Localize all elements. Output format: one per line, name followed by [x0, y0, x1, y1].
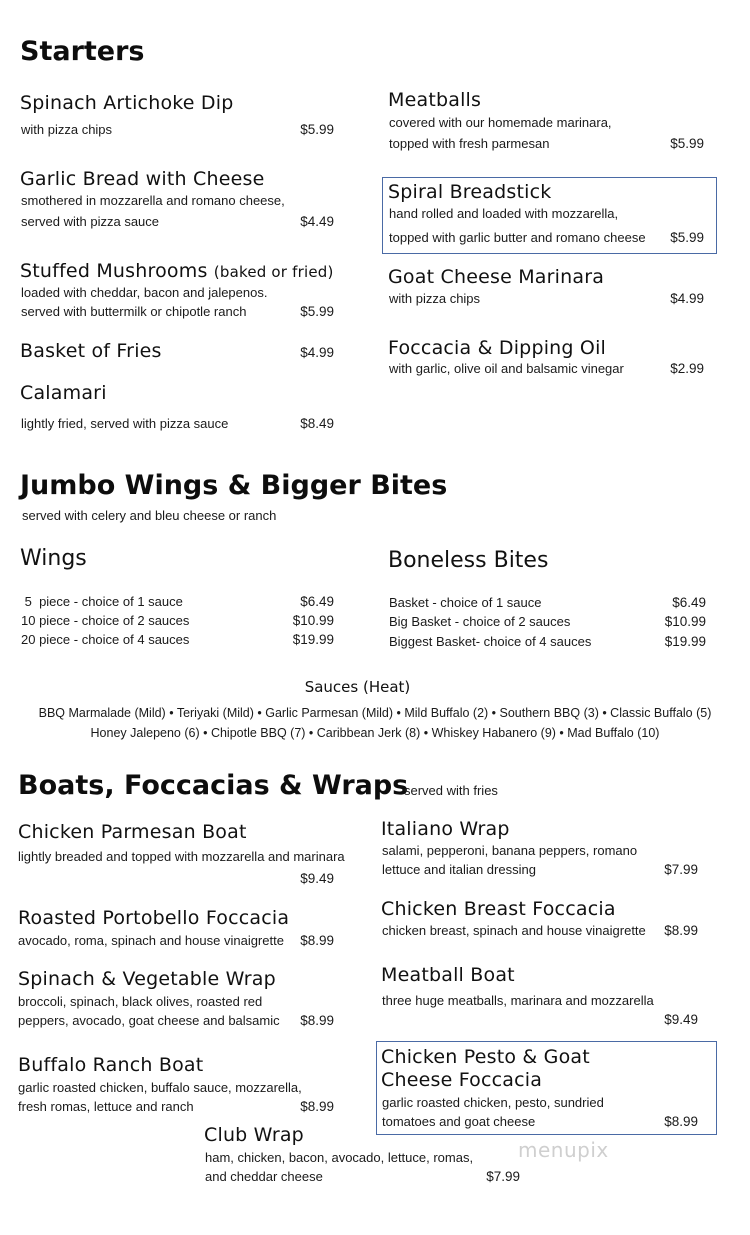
boneless-row-label: Basket - choice of 1 sauce	[389, 595, 542, 610]
item-price-chicken-breast: $8.99	[664, 923, 698, 938]
wings-row-price: $10.99	[292, 613, 334, 628]
item-title-portobello: Roasted Portobello Foccacia	[18, 907, 290, 929]
item-desc-garlic-bread-2: served with pizza sauce	[21, 214, 160, 229]
item-title-italiano: Italiano Wrap	[381, 818, 510, 840]
item-desc-buffalo-boat-1: garlic roasted chicken, buffalo sauce, mozzarella,	[18, 1080, 302, 1095]
item-title-garlic-bread: Garlic Bread with Cheese	[20, 168, 265, 190]
item-desc-foccacia-oil: with garlic, olive oil and balsamic vinegar	[389, 361, 624, 376]
item-title-buffalo-boat: Buffalo Ranch Boat	[18, 1054, 204, 1076]
item-title-chicken-breast: Chicken Breast Foccacia	[381, 898, 616, 920]
boneless-row-label: Big Basket - choice of 2 sauces	[389, 614, 571, 629]
boneless-row-label: Biggest Basket- choice of 4 sauces	[389, 634, 592, 649]
item-price-goat-cheese: $4.99	[670, 291, 704, 306]
item-title-goat-cheese: Goat Cheese Marinara	[388, 266, 605, 288]
item-desc-portobello: avocado, roma, spinach and house vinaigrette	[18, 933, 284, 948]
item-desc-breadstick-1: hand rolled and loaded with mozzarella,	[389, 206, 619, 221]
item-price-chicken-parm: $9.49	[300, 871, 334, 886]
item-price-club: $7.99	[486, 1169, 520, 1184]
subhead-boneless: Boneless Bites	[388, 548, 549, 573]
item-desc-meatballs-1: covered with our homemade marinara,	[389, 115, 612, 130]
item-desc-italiano-2: lettuce and italian dressing	[382, 862, 536, 877]
item-title-club: Club Wrap	[204, 1124, 304, 1146]
wings-row-price: $19.99	[292, 632, 334, 647]
item-title-breadstick: Spiral Breadstick	[388, 181, 552, 203]
item-price-calamari: $8.49	[300, 416, 334, 431]
item-desc-meatball-boat: three huge meatballs, marinara and mozzarella	[382, 993, 654, 1008]
sauces-title: Sauces (Heat)	[304, 678, 411, 696]
item-desc-chicken-breast: chicken breast, spinach and house vinaigrette	[382, 923, 646, 938]
item-price-pesto: $8.99	[664, 1114, 698, 1129]
item-price-breadstick: $5.99	[670, 230, 704, 245]
section-title-wings: Jumbo Wings & Bigger Bites	[20, 470, 448, 501]
item-title-chicken-parm: Chicken Parmesan Boat	[18, 821, 247, 843]
item-desc-club-1: ham, chicken, bacon, avocado, lettuce, romas,	[205, 1150, 474, 1165]
wings-row-label: 5 piece - choice of 1 sauce	[21, 594, 183, 609]
item-title-meatballs: Meatballs	[388, 89, 482, 111]
item-desc-pesto-2: tomatoes and goat cheese	[382, 1114, 536, 1129]
sauces-line-2: Honey Jalepeno (6) • Chipotle BBQ (7) • Caribbean Jerk (8) • Whiskey Habanero (9) • Mad Buffalo (10)	[90, 726, 660, 740]
item-desc-italiano-1: salami, pepperoni, banana peppers, romano	[382, 843, 638, 858]
item-title-meatball-boat: Meatball Boat	[381, 964, 515, 986]
watermark-logo: menupix	[518, 1138, 609, 1162]
item-price-foccacia-oil: $2.99	[670, 361, 704, 376]
item-price-buffalo-boat: $8.99	[300, 1099, 334, 1114]
item-price-garlic-bread: $4.49	[300, 214, 334, 229]
wings-row-label: 20 piece - choice of 4 sauces	[21, 632, 190, 647]
section-title-starters: Starters	[20, 36, 145, 67]
section-title-boats: Boats, Foccacias & Wraps	[18, 770, 409, 801]
item-price-spinach-dip: $5.99	[300, 122, 334, 137]
item-price-spinach-wrap: $8.99	[300, 1013, 334, 1028]
boneless-row-price: $10.99	[664, 614, 706, 629]
item-desc-garlic-bread-1: smothered in mozzarella and romano cheese,	[21, 193, 285, 208]
subhead-wings: Wings	[20, 546, 87, 571]
item-desc-goat-cheese: with pizza chips	[389, 291, 481, 306]
section-subtitle-wings: served with celery and bleu cheese or ranch	[22, 508, 277, 523]
item-title-mushrooms	[20, 260, 334, 282]
item-desc-mushrooms-2: served with buttermilk or chipotle ranch	[21, 304, 247, 319]
item-title-mushrooms-text: Stuffed Mushrooms	[20, 260, 208, 282]
sauces-line-1: BBQ Marmalade (Mild) • Teriyaki (Mild) • Garlic Parmesan (Mild) • Mild Buffalo (2) • Southern BBQ (3) • Classic Buffalo (5)	[38, 706, 712, 720]
item-desc-buffalo-boat-2: fresh romas, lettuce and ranch	[18, 1099, 194, 1114]
item-price-meatballs: $5.99	[670, 136, 704, 151]
item-desc-club-2: and cheddar cheese	[205, 1169, 323, 1184]
item-title-calamari: Calamari	[20, 382, 107, 404]
section-subtitle-boats: served with fries	[404, 783, 498, 798]
item-desc-pesto-1: garlic roasted chicken, pesto, sundried	[382, 1095, 604, 1110]
item-title-pesto-1: Chicken Pesto & Goat	[381, 1046, 590, 1068]
item-desc-calamari: lightly fried, served with pizza sauce	[21, 416, 229, 431]
item-title-foccacia-oil: Foccacia & Dipping Oil	[388, 337, 607, 359]
boneless-row-price: $19.99	[664, 634, 706, 649]
item-desc-meatballs-2: topped with fresh parmesan	[389, 136, 550, 151]
item-price-mushrooms: $5.99	[300, 304, 334, 319]
item-desc-mushrooms-1: loaded with cheddar, bacon and jalepenos.	[21, 285, 268, 300]
item-desc-breadstick-2: topped with garlic butter and romano cheese	[389, 230, 646, 245]
item-price-portobello: $8.99	[300, 933, 334, 948]
wings-row-label: 10 piece - choice of 2 sauces	[21, 613, 190, 628]
item-desc-spinach-dip: with pizza chips	[21, 122, 113, 137]
item-price-meatball-boat: $9.49	[664, 1012, 698, 1027]
item-note-mushrooms: (baked or fried)	[213, 263, 334, 281]
wings-row-price: $6.49	[300, 594, 334, 609]
boneless-row-price: $6.49	[672, 595, 706, 610]
item-title-pesto-2: Cheese Foccacia	[381, 1069, 543, 1091]
item-price-italiano: $7.99	[664, 862, 698, 877]
item-title-spinach-wrap: Spinach & Vegetable Wrap	[18, 968, 276, 990]
item-desc-chicken-parm: lightly breaded and topped with mozzarella and marinara	[18, 849, 345, 864]
item-title-fries: Basket of Fries	[20, 340, 162, 362]
item-price-fries: $4.99	[300, 345, 334, 360]
item-desc-spinach-wrap-1: broccoli, spinach, black olives, roasted red	[18, 994, 263, 1009]
item-title-spinach-dip: Spinach Artichoke Dip	[20, 92, 234, 114]
item-desc-spinach-wrap-2: peppers, avocado, goat cheese and balsamic	[18, 1013, 280, 1028]
